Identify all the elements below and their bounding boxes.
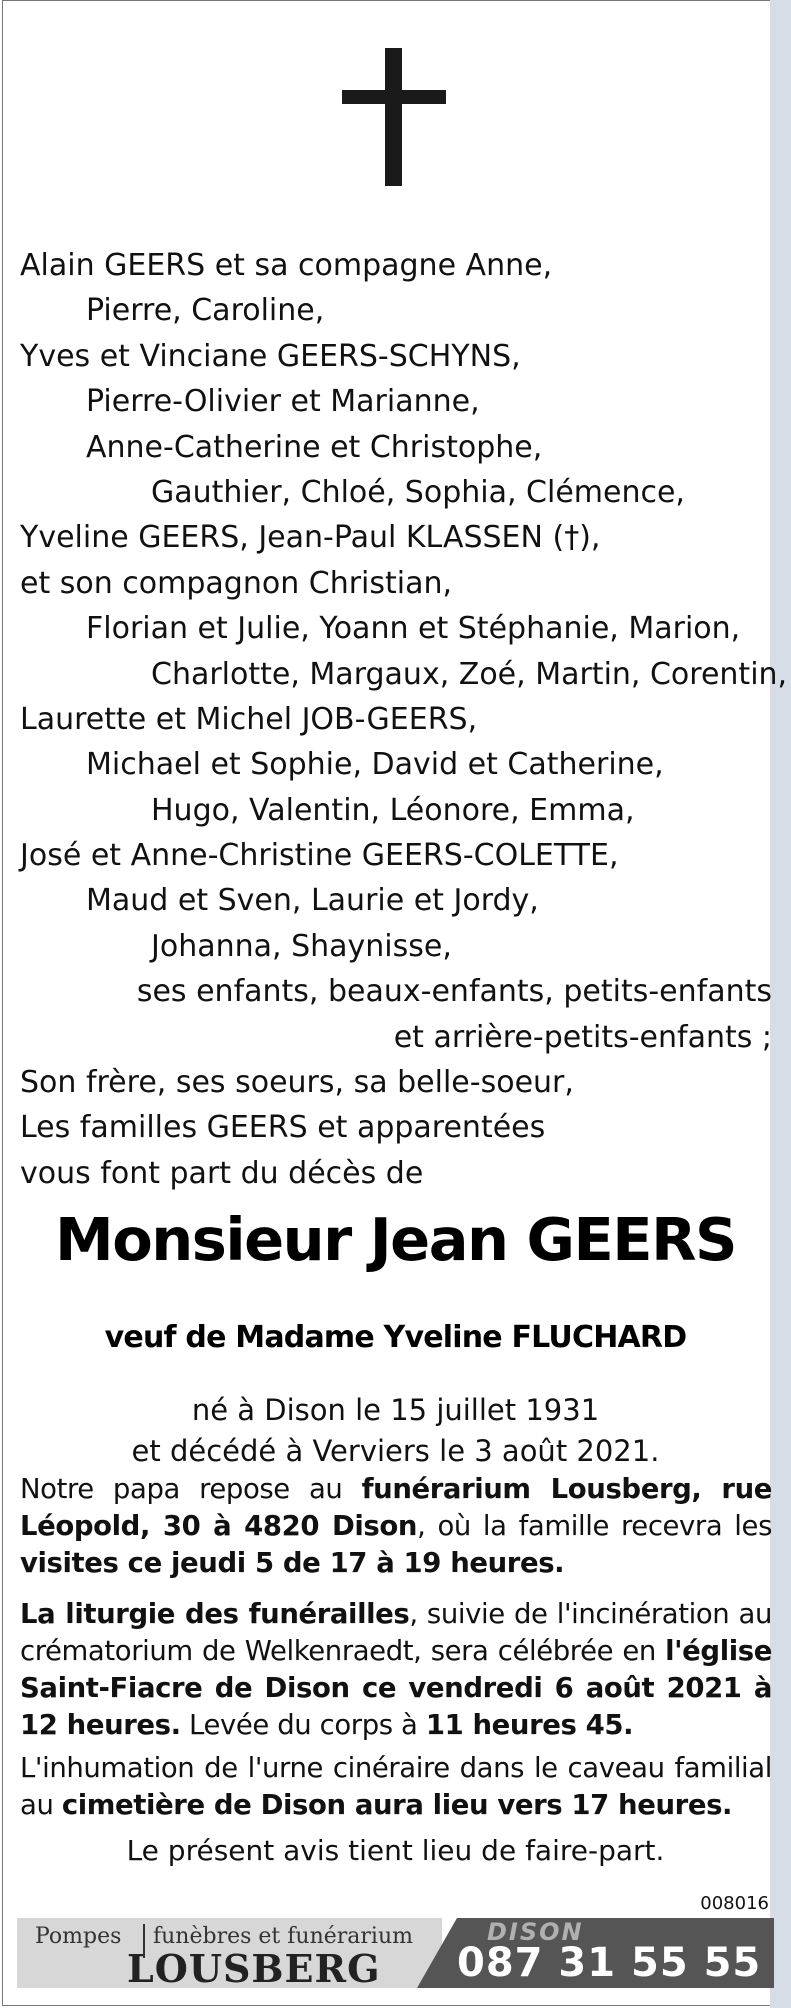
family-line: et son compagnon Christian, — [20, 565, 453, 601]
family-line: Michael et Sophie, David et Catherine, — [86, 747, 664, 783]
family-line: vous font part du décès de — [20, 1155, 424, 1191]
family-line: Son frère, ses soeurs, sa belle-soeur, — [20, 1065, 574, 1101]
family-line: José et Anne-Christine GEERS-COLETTE, — [20, 838, 619, 874]
family-line: Laurette et Michel JOB-GEERS, — [20, 701, 478, 737]
body-text: Levée du corps à — [180, 1709, 426, 1741]
family-line: Hugo, Valentin, Léonore, Emma, — [151, 792, 635, 828]
emphasis-text: 11 heures 45. — [425, 1709, 634, 1741]
family-line: Pierre, Caroline, — [86, 293, 325, 329]
family-line: Anne-Catherine et Christophe, — [86, 429, 543, 465]
reference-number: 008016 — [700, 1893, 769, 1914]
right-edge-bar — [770, 0, 791, 2008]
body-text: L'inhumation de l'urne cinéraire dans le caveau familial au — [20, 1752, 772, 1821]
cross-icon — [342, 48, 446, 186]
body-text: , suivie de l'incinération au crématorium de Welkenraedt, sera célébrée en — [20, 1598, 773, 1667]
family-line: Maud et Sven, Laurie et Jordy, — [86, 883, 539, 919]
body-text: Notre papa repose au — [20, 1473, 362, 1505]
emphasis-text: l'église Saint-Fiacre de Dison ce vendredi 6 août 2021 à 12 heures. — [20, 1635, 772, 1741]
emphasis-text: visites ce jeudi 5 de 17 à 19 heures. — [20, 1547, 565, 1579]
family-line: Les familles GEERS et apparentées — [20, 1110, 546, 1146]
liturgy-paragraph — [20, 1596, 772, 1744]
funeral-home-banner — [17, 1918, 774, 1991]
banner-phone: 087 31 55 55 — [457, 1940, 762, 1986]
family-line: Yveline GEERS, Jean-Paul KLASSEN (†), — [20, 520, 601, 556]
banner-city: DISON — [487, 1918, 584, 1946]
family-line: Alain GEERS et sa compagne Anne, — [20, 248, 553, 283]
burial-paragraph — [20, 1750, 772, 1824]
family-line: ses enfants, beaux-enfants, petits-enfants — [136, 974, 772, 1010]
banner-brand: LOUSBERG — [127, 1946, 381, 1991]
family-line: Pierre-Olivier et Marianne, — [86, 384, 480, 420]
banner-funebres: funèbres et funérarium — [153, 1924, 413, 1949]
family-list — [20, 243, 788, 1196]
family-line: Yves et Vinciane GEERS-SCHYNS, — [20, 338, 521, 374]
dates-block — [0, 1390, 791, 1472]
family-line: Gauthier, Chloé, Sophia, Clémence, — [151, 474, 685, 510]
death-line: et décédé à Verviers le 3 août 2021. — [131, 1434, 660, 1468]
emphasis-text: funérarium Lousberg, rue Léopold, 30 à 4820 Dison — [20, 1473, 772, 1542]
viewing-paragraph — [20, 1471, 772, 1582]
body-text: , où la famille recevra les — [417, 1510, 772, 1542]
birth-line: né à Dison le 15 juillet 1931 — [191, 1393, 600, 1427]
banner-pompes: Pompes — [35, 1924, 122, 1949]
widow-line: veuf de Madame Yveline FLUCHARD — [104, 1320, 687, 1355]
emphasis-text: La liturgie des funérailles — [20, 1598, 410, 1630]
deceased-name: Monsieur Jean GEERS — [54, 1205, 737, 1274]
closing-line: Le présent avis tient lieu de faire-part. — [126, 1834, 665, 1867]
family-line: Florian et Julie, Yoann et Stéphanie, Marion, — [86, 611, 741, 647]
family-line: Charlotte, Margaux, Zoé, Martin, Corentin, — [151, 656, 788, 692]
family-line: et arrière-petits-enfants ; — [393, 1019, 772, 1055]
family-line: Johanna, Shaynisse, — [151, 928, 452, 964]
emphasis-text: cimetière de Dison aura lieu vers 17 heures. — [61, 1789, 733, 1821]
